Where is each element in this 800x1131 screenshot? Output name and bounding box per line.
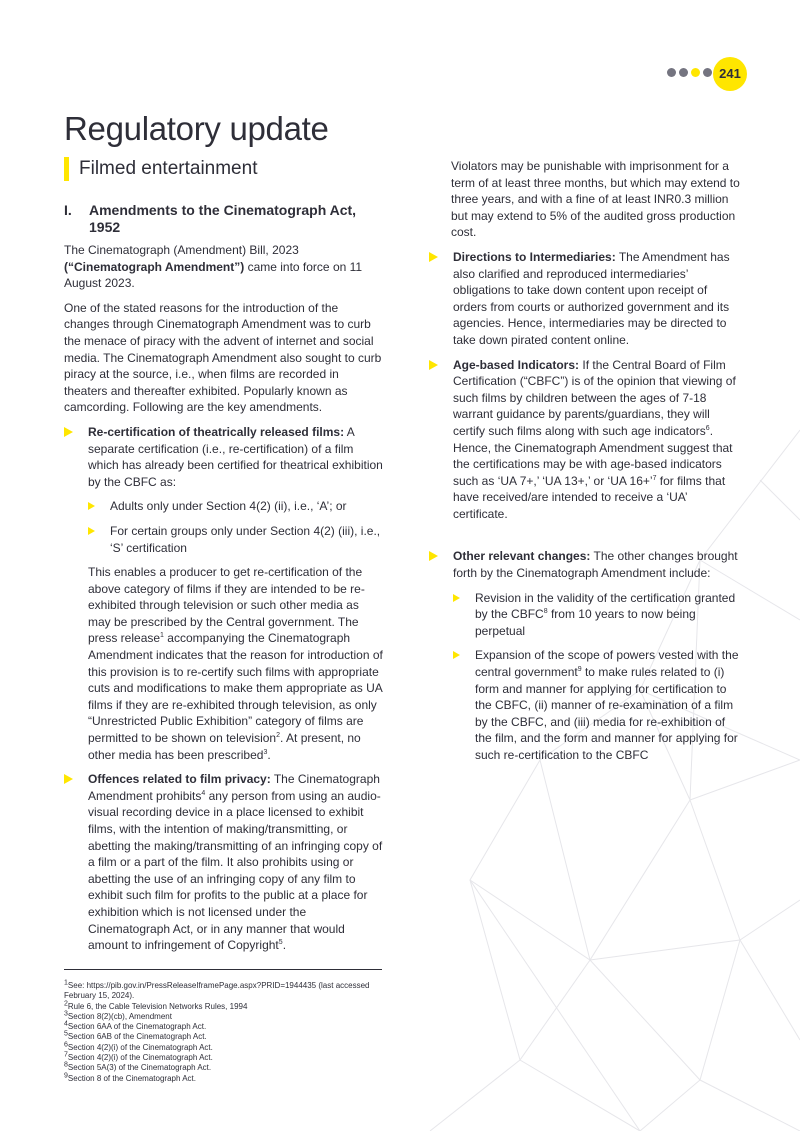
intro-text: The Cinematograph (Amendment) Bill, 2023 <box>64 243 299 257</box>
sub-bullet-text: For certain groups only under Section 4(2) (iii), i.e., ‘S’ certification <box>110 523 381 555</box>
para-text: . <box>267 747 271 762</box>
section-title: Amendments to the Cinematograph Act, 1952 <box>89 202 357 235</box>
para-text: This enables a producer to get re-certification of the above category of films if they are intended to be re-exhibited through television or such other media as may be prescribed by the Central government. The press release <box>88 565 365 646</box>
footnote <box>64 1074 394 1084</box>
arrow-bullet-icon <box>453 594 460 602</box>
bullet-title: Re-certification of theatrically released films: <box>88 424 345 439</box>
footnote-number: 2 <box>64 999 68 1007</box>
recert-paragraph <box>88 564 384 763</box>
arrow-bullet-icon <box>429 360 438 370</box>
footnote-number: 7 <box>64 1051 68 1059</box>
bullet-title: Directions to Intermediaries: <box>453 249 616 264</box>
bullet-text: any person from using an audio-visual recording device in a place licensed to exhibit films, with the intention of making/transmitting, or abetting the making/transmitting of an infringing copy of a film or a part of the film. It also prohibits using or abetting the use of an infringing copy of any film to exhibit such film for profits to the public at a place for exhibition which is not licensed under the Cinematograph Act, or in any manner that would amount to infringement of Copyright <box>88 788 383 953</box>
bullet-other-changes <box>429 548 744 763</box>
arrow-bullet-icon <box>64 427 73 437</box>
dot-icon <box>667 68 676 77</box>
footnote <box>64 1053 394 1063</box>
footnote-ref: 2 <box>276 732 281 740</box>
footnote-ref: 7 <box>652 474 657 482</box>
footnote-text: Section 4(2)(i) of the Cinematograph Act. <box>67 1042 213 1052</box>
sub-bullet-text: Adults only under Section 4(2) (ii), i.e., ‘A’; or <box>110 499 347 514</box>
intro-text: came into force on 11 August 2023. <box>64 259 363 291</box>
footnote-text: Section 8 of the Cinematograph Act. <box>67 1073 196 1083</box>
bullet-text: The other changes brought forth by the Cinematograph Amendment include: <box>453 549 738 581</box>
footnote-text: See: https://pib.gov.in/PressReleaseIframePage.aspx?PRID=1944435 (last accessed February 15, 2024). <box>64 981 370 1001</box>
footnote-number: 9 <box>64 1072 68 1080</box>
footnote-ref: 3 <box>263 748 268 756</box>
bullet-title: Offences related to film privacy: <box>88 772 271 787</box>
footnote-text: Section 8(2)(cb), Amendment <box>67 1011 172 1021</box>
intro-paragraph-2: One of the stated reasons for the introduction of the changes through Cinematograph Amendment was to curb the menace of piracy with the advent of internet and social media. The Cinematograph Amendment also sought to curb piracy at the source, i.e., when films are recorded in theaters and thereafter exhibited. Popularly known as camcording. Following are the key amendments. <box>64 300 382 415</box>
page-title: Regulatory update <box>64 110 329 147</box>
bullet-intermediaries <box>429 249 744 349</box>
bullet-text: for films that have received/are intended to receive a ‘UA’ certificate. <box>453 473 726 521</box>
bullet-text: If the Central Board of Film Certification (“CBFC”) is of the opinion that viewing of such films by children between the ages of 7-18 warrant guidance by parents/guardians, they will certify such films along with such age indicators <box>453 357 736 438</box>
footnote-ref: 6 <box>705 424 710 432</box>
sub-bullet-text: Revision in the validity of the certification granted by the CBFC <box>475 590 736 622</box>
arrow-bullet-icon <box>429 551 438 561</box>
footnote-text: Section 6AA of the Cinematograph Act. <box>67 1022 207 1032</box>
piracy-continuation: Violators may be punishable with imprisonment for a term of at least three months, but which may extend to three years, and with a fine of at least INR0.3 million but may extend to 5% of the audited gross production cost. <box>451 159 740 240</box>
arrow-bullet-icon <box>88 502 95 510</box>
footnote-ref: 9 <box>577 666 582 674</box>
bullet-title: Age-based Indicators: <box>453 357 580 372</box>
para-text: accompanying the Cinematograph Amendment indicates that the reason for introduction of this provision is to re-certify such films with appropriate cuts and modifications to make them appropriate as UA films if they are re-exhibited through television, as only “Unrestricted Public Exhibition” category of films are permitted to be shown on television <box>88 631 383 746</box>
footnote-text: Section 4(2)(i) of the Cinematograph Act. <box>67 1053 213 1063</box>
intro-defined-term: (“Cinematograph Amendment”) <box>64 259 245 274</box>
footnote <box>64 1022 394 1032</box>
section-heading <box>64 202 384 236</box>
footnote-number: 8 <box>64 1061 68 1069</box>
right-column <box>429 158 744 772</box>
footnote-divider <box>64 969 382 970</box>
footnote-ref: 4 <box>201 789 206 797</box>
footnote <box>64 1063 394 1073</box>
dot-icon <box>679 68 688 77</box>
footnote-text: Rule 6, the Cable Television Networks Rules, 1994 <box>67 1001 248 1011</box>
sub-bullet <box>453 647 744 763</box>
bullet-piracy <box>64 771 384 954</box>
footnote <box>64 981 394 1002</box>
sub-bullet-text: from 10 years to now being perpetual <box>475 607 696 638</box>
left-column <box>64 200 384 962</box>
footnote <box>64 1012 394 1022</box>
footnote-ref: 5 <box>278 939 283 947</box>
page-subtitle: Filmed entertainment <box>64 157 257 181</box>
page-number: 241 <box>713 57 747 91</box>
bullet-text: . Hence, the Cinematograph Amendment suggest that the certifications may be with age-based indicators such as ‘UA 7+,’ ‘UA 13+,’ or ‘UA 16+’ <box>453 423 733 488</box>
sub-bullet-text: Expansion of the scope of powers vested with the central government <box>475 648 739 680</box>
bullet-recertification <box>64 424 384 763</box>
footnote <box>64 999 394 1012</box>
section-number: I. <box>64 202 72 218</box>
arrow-bullet-icon <box>64 774 73 784</box>
sub-bullet <box>88 523 384 556</box>
arrow-bullet-icon <box>429 252 438 262</box>
footnotes <box>64 981 394 1084</box>
footnote-number: 3 <box>64 1010 68 1018</box>
sub-bullet-text: to make rules related to (i) form and manner for applying for certification to the CBFC, (ii) manner of re-examination of a film by the CBFC, and (iii) media for re-exhibition of the film, and the form and manner for applying for such re-certification to the CBFC <box>475 665 738 762</box>
footnote-ref: 1 <box>160 632 164 640</box>
arrow-bullet-icon <box>88 527 95 535</box>
dot-icon <box>703 68 712 77</box>
dot-icon <box>691 68 700 77</box>
bullet-text: The Cinematograph Amendment prohibits <box>88 772 380 803</box>
footnote-number: 6 <box>64 1041 68 1049</box>
footnote-text: Section 6AB of the Cinematograph Act. <box>67 1032 207 1042</box>
footnote <box>64 1032 394 1042</box>
sub-bullet <box>453 590 744 640</box>
footnote-text: Section 5A(3) of the Cinematograph Act. <box>67 1063 212 1073</box>
footnote-number: 1 <box>64 979 68 987</box>
bullet-title: Other relevant changes: <box>453 549 591 564</box>
bullet-text: A separate certification (i.e., re-certification) of a film which has already been certified for theatrical exhibition by the CBFC as: <box>88 424 383 489</box>
sub-bullet <box>88 498 384 515</box>
bullet-text: . <box>282 938 287 953</box>
footnote-number: 5 <box>64 1030 68 1038</box>
bullet-text: The Amendment has also clarified and reproduced intermediaries’ obligations to take down content upon receipt of orders from courts or authorized government and its agencies. Hence, intermediaries may be directed to take down pirated content online. <box>453 249 730 347</box>
footnote <box>64 1043 394 1053</box>
footnote-number: 4 <box>64 1020 68 1028</box>
intro-paragraph-1 <box>64 242 384 292</box>
footnote-ref: 8 <box>543 608 548 616</box>
arrow-bullet-icon <box>453 651 460 659</box>
para-text: . At present, no other media has been prescribed <box>88 731 361 762</box>
bullet-age-indicators <box>429 357 744 523</box>
